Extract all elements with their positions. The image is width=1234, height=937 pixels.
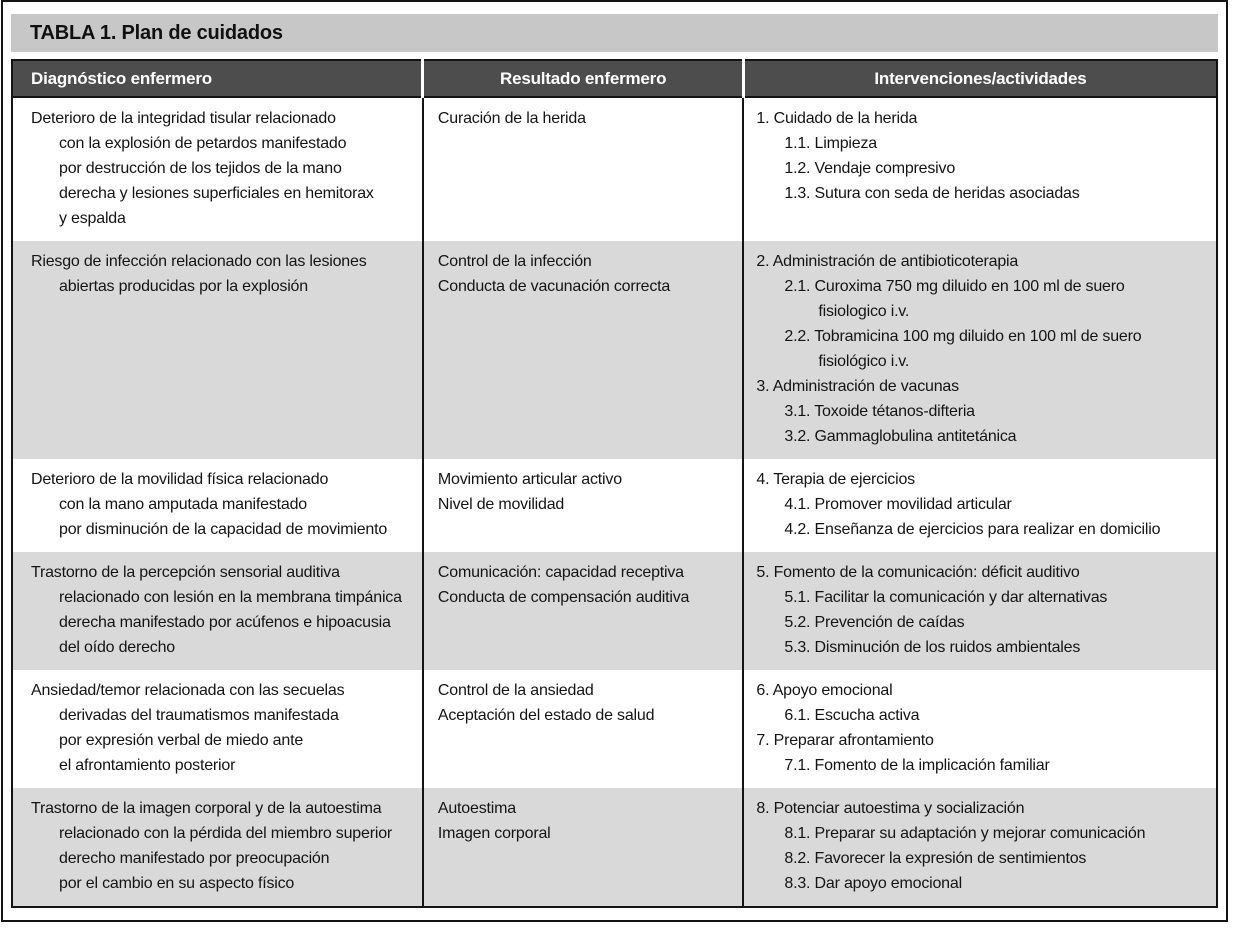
text-line: Autoestima [437, 800, 516, 817]
text-line: relacionado con la pérdida del miembro superior [59, 825, 393, 842]
cell-diagnostico [12, 459, 423, 552]
text-line: 2.2. Tobramicina 100 mg diluido en 100 ml de suero [784, 328, 1142, 345]
column-header-diagnostico: Diagnóstico enfermero [12, 60, 423, 97]
text-line: Nivel de movilidad [437, 496, 565, 513]
cell-resultado [423, 670, 744, 788]
text-line: Deterioro de la movilidad física relacionado [31, 471, 329, 488]
text-line: por destrucción de los tejidos de la mano [59, 160, 342, 177]
text-line: 4. Terapia de ejercicios [756, 471, 915, 488]
text-line: 5. Fomento de la comunicación: déficit auditivo [756, 564, 1080, 581]
text-line: 8.2. Favorecer la expresión de sentimientos [784, 850, 1087, 867]
table-row [12, 241, 1217, 459]
table-row [12, 552, 1217, 670]
text-line: 7.1. Fomento de la implicación familiar [784, 757, 1050, 774]
text-line: 8.3. Dar apoyo emocional [784, 875, 962, 892]
text-line: 3. Administración de vacunas [756, 378, 959, 395]
text-line: 3.1. Toxoide tétanos-difteria [784, 403, 975, 420]
table-body [12, 97, 1217, 907]
cell-diagnostico [12, 552, 423, 670]
text-line: derecha manifestado por acúfenos e hipoacusia [59, 614, 391, 631]
care-plan-table [11, 59, 1218, 908]
text-line: derecha y lesiones superficiales en hemitorax [59, 185, 374, 202]
text-line: Comunicación: capacidad receptiva [437, 564, 684, 581]
text-line: 3.2. Gammaglobulina antitetánica [784, 428, 1017, 445]
text-line: 1.1. Limpieza [784, 135, 877, 152]
text-line: Movimiento articular activo [437, 471, 622, 488]
cell-resultado [423, 552, 744, 670]
text-line: Conducta de compensación auditiva [437, 589, 690, 606]
cell-intervenciones [743, 97, 1217, 241]
text-line: 8.1. Preparar su adaptación y mejorar comunicación [784, 825, 1146, 842]
text-line: del oído derecho [59, 639, 176, 656]
text-line: y espalda [59, 210, 126, 227]
text-line: 6.1. Escucha activa [784, 707, 920, 724]
text-line: por el cambio en su aspecto físico [59, 875, 295, 892]
text-line: con la mano amputada manifestado [59, 496, 307, 513]
cell-intervenciones [743, 670, 1217, 788]
text-line: abiertas producidas por la explosión [59, 278, 308, 295]
text-line: 4.2. Enseñanza de ejercicios para realizar en domicilio [784, 521, 1161, 538]
text-line: 2.1. Curoxima 750 mg diluido en 100 ml de suero [784, 278, 1125, 295]
cell-resultado [423, 459, 744, 552]
text-line: Riesgo de infección relacionado con las lesiones [31, 253, 367, 270]
cell-resultado [423, 788, 744, 907]
text-line: 2. Administración de antibioticoterapia [756, 253, 1019, 270]
text-line: fisiológico i.v. [818, 353, 910, 370]
table-row [12, 788, 1217, 907]
text-line: 1.2. Vendaje compresivo [784, 160, 956, 177]
text-line: 1. Cuidado de la herida [756, 110, 918, 127]
cell-intervenciones [743, 241, 1217, 459]
text-line: Trastorno de la percepción sensorial auditiva [31, 564, 340, 581]
cell-intervenciones [743, 459, 1217, 552]
text-line: 8. Potenciar autoestima y socialización [756, 800, 1025, 817]
text-line: fisiologico i.v. [818, 303, 910, 320]
table-title-bar [11, 14, 1218, 52]
text-line: 6. Apoyo emocional [756, 682, 893, 699]
table-figure [1, 0, 1228, 922]
text-line: 5.1. Facilitar la comunicación y dar alternativas [784, 589, 1108, 606]
text-line: Imagen corporal [437, 825, 551, 842]
text-line: Trastorno de la imagen corporal y de la autoestima [31, 800, 382, 817]
text-line: con la explosión de petardos manifestado [59, 135, 347, 152]
text-line: 7. Preparar afrontamiento [756, 732, 934, 749]
text-line: derecho manifestado por preocupación [59, 850, 330, 867]
text-line: 1.3. Sutura con seda de heridas asociadas [784, 185, 1080, 202]
cell-diagnostico [12, 788, 423, 907]
text-line: el afrontamiento posterior [59, 757, 236, 774]
text-line: Control de la ansiedad [437, 682, 594, 699]
cell-diagnostico [12, 670, 423, 788]
cell-intervenciones [743, 552, 1217, 670]
text-line: Deterioro de la integridad tisular relacionado [31, 110, 336, 127]
header-row [12, 60, 1217, 97]
text-line: relacionado con lesión en la membrana timpánica [59, 589, 402, 606]
text-line: 5.3. Disminución de los ruidos ambientales [784, 639, 1081, 656]
table-row [12, 459, 1217, 552]
cell-resultado [423, 241, 744, 459]
text-line: derivadas del traumatismos manifestada [59, 707, 339, 724]
cell-diagnostico [12, 97, 423, 241]
text-line: Conducta de vacunación correcta [437, 278, 671, 295]
cell-resultado [423, 97, 744, 241]
text-line: Control de la infección [437, 253, 592, 270]
column-header-intervenciones: Intervenciones/actividades [743, 60, 1217, 97]
cell-intervenciones [743, 788, 1217, 907]
text-line: Curación de la herida [437, 110, 586, 127]
text-line: 5.2. Prevención de caídas [784, 614, 965, 631]
column-header-resultado: Resultado enfermero [423, 60, 744, 97]
text-line: 4.1. Promover movilidad articular [784, 496, 1012, 513]
table-title: TABLA 1. Plan de cuidados [30, 21, 283, 44]
text-line: Aceptación del estado de salud [437, 707, 655, 724]
table-row [12, 670, 1217, 788]
text-line: por expresión verbal de miedo ante [59, 732, 304, 749]
text-line: Ansiedad/temor relacionada con las secuelas [31, 682, 345, 699]
text-line: por disminución de la capacidad de movimiento [59, 521, 388, 538]
cell-diagnostico [12, 241, 423, 459]
table-row [12, 97, 1217, 241]
